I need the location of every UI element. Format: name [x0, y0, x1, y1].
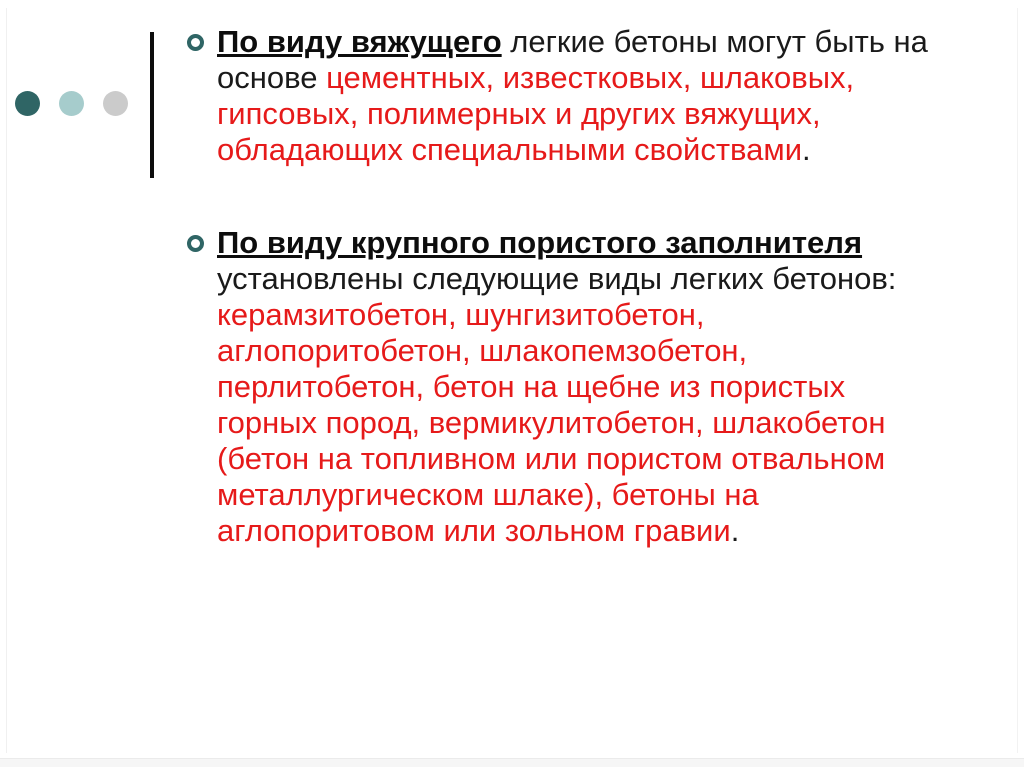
bullet-black-text: легкие бетоны могут быть на основе: [217, 24, 928, 95]
bullet-text: [217, 24, 932, 168]
bullet-heading: По виду крупного пористого заполнителя: [217, 225, 863, 260]
bullet-red-text: керамзитобетон, шунгизитобетон, аглопоритобетон, шлакопемзобетон, перлитобетон, бетон на щебне из пористых горных пород, вермикулитобетон, шлакобетон (бетон на топливном или пористом отвальном металлургическом шлаке), бетоны на аглопоритовом или зольном гравии: [217, 297, 886, 548]
bullet-ring-icon: [187, 34, 204, 51]
bullet-item-binder-type: [187, 24, 932, 168]
slide-body: [187, 24, 947, 549]
bullet-period: .: [802, 132, 811, 167]
slide-edge-right: [1017, 8, 1018, 753]
bullet-red-text: цементных, известковых, шлаковых, гипсовых, полимерных и других вяжущих, обладающих специальными свойствами: [217, 60, 855, 167]
bullet-ring-icon: [187, 235, 204, 252]
dot-light-teal-icon: [59, 91, 84, 116]
slide-edge-left: [6, 8, 7, 753]
dot-gray-icon: [103, 91, 128, 116]
bullet-period: .: [730, 513, 740, 548]
decorative-dots: [15, 91, 128, 116]
bullet-black-text: установлены следующие виды легких бетонов:: [217, 261, 897, 296]
bullet-heading: По виду вяжущего: [217, 24, 502, 59]
dot-dark-teal-icon: [15, 91, 40, 116]
vertical-divider: [150, 32, 154, 178]
bullet-item-aggregate-type: [187, 225, 932, 549]
slide-edge-bottom: [0, 758, 1024, 767]
bullet-text: [217, 225, 932, 549]
